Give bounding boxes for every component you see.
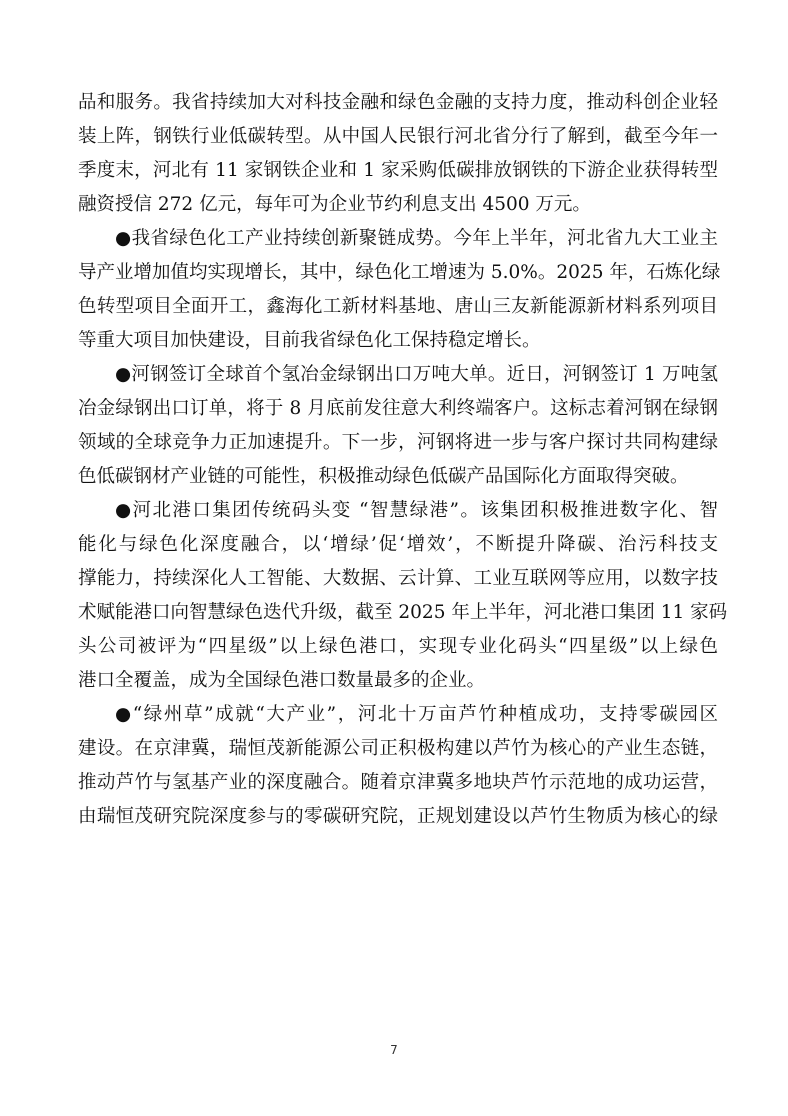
text-line: 能化与绿色化深度融合，以‘增绿’促‘增效’，不断提升降碳、治污科技支 <box>78 534 718 555</box>
text-line: 领域的全球竞争力正加速提升。下一步，河钢将进一步与客户探讨共同构建绿 <box>78 432 718 453</box>
paragraph-hbis-green-steel <box>78 358 718 494</box>
text-line: 色低碳钢材产业链的可能性，积极推动绿色低碳产品国际化方面取得突破。 <box>78 466 689 487</box>
text-line: 融资授信 272 亿元，每年可为企业节约利息支出 4500 万元。 <box>78 194 591 215</box>
text-line: 色转型项目全面开工，鑫海化工新材料基地、唐山三友新能源新材料系列项目 <box>78 296 718 317</box>
text-line: 冶金绿钢出口订单，将于 8 月底前发往意大利终端客户。这标志着河钢在绿钢 <box>78 398 718 419</box>
text-line: 头公司被评为“四星级”以上绿色港口，实现专业化码头“四星级”以上绿色 <box>78 636 718 657</box>
page-number: 7 <box>390 1043 398 1057</box>
text-line: 季度末，河北有 11 家钢铁企业和 1 家采购低碳排放钢铁的下游企业获得转型 <box>78 160 718 181</box>
text-line: 术赋能港口向智慧绿色迭代升级，截至 2025 年上半年，河北港口集团 11 家码 <box>78 602 728 623</box>
text-line: 导产业增加值均实现增长，其中，绿色化工增速为 5.0%。2025 年，石炼化绿 <box>78 262 721 283</box>
paragraph-green-finance <box>78 86 718 222</box>
bullet-line: ●河钢签订全球首个氢冶金绿钢出口万吨大单。近日，河钢签订 1 万吨氢 <box>115 364 718 385</box>
text-line: 由瑞恒茂研究院深度参与的零碳研究院，正规划建设以芦竹生物质为核心的绿 <box>78 806 718 827</box>
paragraph-port-group <box>78 494 728 698</box>
bullet-line: ●河北港口集团传统码头变 “智慧绿港”。该集团积极推进数字化、智 <box>115 500 718 521</box>
document-body <box>78 86 728 834</box>
bullet-line: ●我省绿色化工产业持续创新聚链成势。今年上半年，河北省九大工业主 <box>115 228 718 249</box>
text-line: 品和服务。我省持续加大对科技金融和绿色金融的支持力度，推动科创企业轻 <box>78 92 718 113</box>
paragraph-green-chemical <box>78 222 721 358</box>
bullet-line: ●“绿州草”成就“大产业”，河北十万亩芦竹种植成功，支持零碳园区 <box>115 704 718 725</box>
text-line: 装上阵，钢铁行业低碳转型。从中国人民银行河北省分行了解到，截至今年一 <box>78 126 718 147</box>
text-line: 建设。在京津冀，瑞恒茂新能源公司正积极构建以芦竹为核心的产业生态链， <box>78 738 718 759</box>
paragraph-giant-reed <box>78 698 718 834</box>
text-line: 港口全覆盖，成为全国绿色港口数量最多的企业。 <box>78 670 486 691</box>
text-line: 等重大项目加快建设，目前我省绿色化工保持稳定增长。 <box>78 330 541 351</box>
text-line: 推动芦竹与氢基产业的深度融合。随着京津冀多地块芦竹示范地的成功运营， <box>78 772 718 793</box>
text-line: 撑能力，持续深化人工智能、大数据、云计算、工业互联网等应用，以数字技 <box>78 568 718 589</box>
